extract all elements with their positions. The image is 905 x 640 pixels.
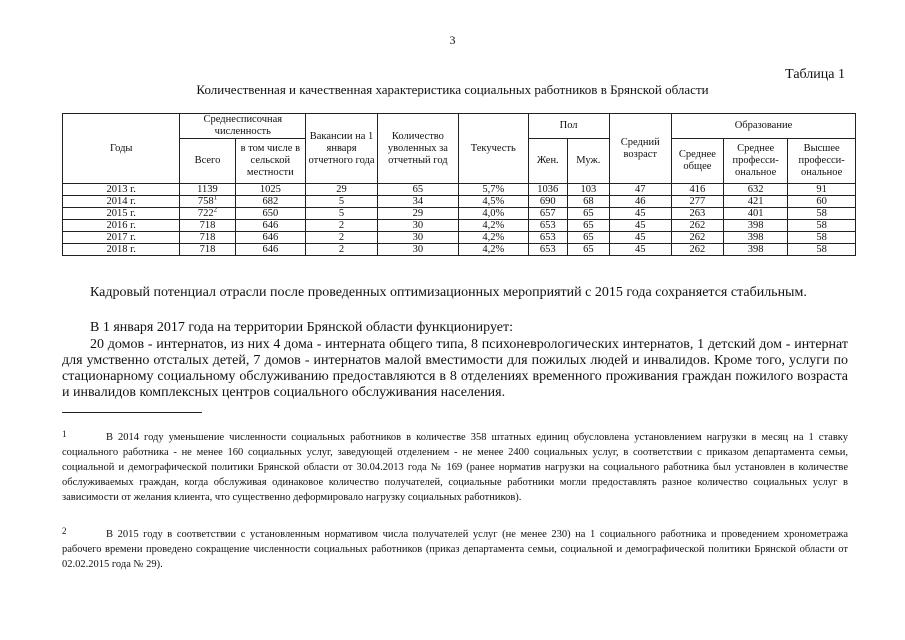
footnote-2-mark: 2 bbox=[62, 526, 67, 536]
cell-female: 653 bbox=[528, 244, 567, 256]
footnote-ref-2: 2 bbox=[213, 207, 218, 214]
cell-turnover: 4,2% bbox=[458, 232, 528, 244]
footnote-divider bbox=[62, 412, 202, 413]
header-turnover: Текучесть bbox=[458, 114, 528, 184]
cell-total: 718 bbox=[180, 244, 235, 256]
document-title: Количественная и качественная характеристика социальных работников в Брянской области bbox=[196, 82, 709, 97]
cell-dismissed: 34 bbox=[377, 196, 458, 208]
header-vacancies: Вакансии на 1 января отчетного года bbox=[306, 114, 378, 184]
table-row bbox=[63, 232, 856, 244]
cell-edu-general: 262 bbox=[671, 232, 723, 244]
cell-rural: 646 bbox=[235, 244, 306, 256]
header-total: Всего bbox=[180, 139, 235, 184]
header-edu-general: Среднее общее bbox=[671, 139, 723, 184]
cell-edu-general: 263 bbox=[671, 208, 723, 220]
cell-vacancies: 2 bbox=[306, 244, 378, 256]
cell-year: 2018 г. bbox=[63, 244, 180, 256]
cell-edu-higher: 58 bbox=[788, 232, 856, 244]
paragraph-institutions-intro: В 1 января 2017 года на территории Брянской области функционирует: bbox=[90, 320, 514, 335]
cell-dismissed: 65 bbox=[377, 184, 458, 196]
cell-rural: 646 bbox=[235, 232, 306, 244]
header-edu-vocational: Среднее професси-ональное bbox=[723, 139, 787, 184]
cell-edu-higher: 58 bbox=[788, 208, 856, 220]
table-row bbox=[63, 220, 856, 232]
paragraph-institutions-list: 20 домов - интернатов, из них 4 дома - интерната общего типа, 8 психоневрологических интернатов, 1 детский дом - интернат для умственно отсталых детей, 7 домов - интернатов малой вместимости для пожилых людей и инвалидов. Кроме того, услуги по стационарному социальному обслуживанию предоставляются в 8 отделениях временного проживания граждан пожилого возраста и инвалидов комплексных центров социального обслуживания населения. bbox=[62, 337, 848, 400]
cell-vacancies: 5 bbox=[306, 196, 378, 208]
cell-year: 2013 г. bbox=[63, 184, 180, 196]
cell-male: 65 bbox=[568, 220, 610, 232]
cell-female: 690 bbox=[528, 196, 567, 208]
cell-edu-vocational: 398 bbox=[723, 232, 787, 244]
cell-total: 718 bbox=[180, 232, 235, 244]
cell-vacancies: 2 bbox=[306, 220, 378, 232]
cell-male: 65 bbox=[568, 244, 610, 256]
cell-avg-age: 47 bbox=[609, 184, 671, 196]
table-row bbox=[63, 208, 856, 220]
cell-dismissed: 30 bbox=[377, 220, 458, 232]
social-workers-table bbox=[62, 113, 856, 256]
cell-avg-age: 46 bbox=[609, 196, 671, 208]
header-rural: в том числе в сельской местности bbox=[235, 139, 306, 184]
footnote-2-text: В 2015 году в соответствии с установленным нормативом числа получателей услуг (не менее 230) на 1 социального работника и проведением хронометража рабочего времени проведено сокращение численности социальных работников (приказ департамента семьи, социальной и демографической политики Брянской области от 02.02.2015 года № 29). bbox=[62, 529, 848, 570]
header-gender: Пол bbox=[528, 114, 609, 139]
cell-turnover: 4,2% bbox=[458, 244, 528, 256]
cell-vacancies: 29 bbox=[306, 184, 378, 196]
cell-edu-higher: 91 bbox=[788, 184, 856, 196]
cell-rural: 646 bbox=[235, 220, 306, 232]
cell-turnover: 5,7% bbox=[458, 184, 528, 196]
table-label: Таблица 1 bbox=[785, 67, 845, 82]
cell-female: 653 bbox=[528, 220, 567, 232]
cell-edu-vocational: 398 bbox=[723, 244, 787, 256]
cell-edu-general: 262 bbox=[671, 220, 723, 232]
footnote-2 bbox=[62, 527, 848, 572]
cell-turnover: 4,0% bbox=[458, 208, 528, 220]
cell-dismissed: 29 bbox=[377, 208, 458, 220]
header-avg-count: Среднесписочная численность bbox=[180, 114, 306, 139]
cell-female: 1036 bbox=[528, 184, 567, 196]
cell-year: 2015 г. bbox=[63, 208, 180, 220]
cell-total: $722^2$ bbox=[180, 208, 235, 220]
cell-edu-higher: 60 bbox=[788, 196, 856, 208]
header-education: Образование bbox=[671, 114, 855, 139]
cell-female: 657 bbox=[528, 208, 567, 220]
table-row bbox=[63, 184, 856, 196]
cell-rural: 1025 bbox=[235, 184, 306, 196]
footnote-1-text: В 2014 году уменьшение численности социальных работников в количестве 358 штатных единиц обусловлена установлением нагрузки в месяц на 1 ставку социального работника - не менее 160 социальных услуг, заведующей отделением - не менее 2400 социальных услуг, в соответствии с приказом департамента семьи, социальной и демографической политики Брянской области от 30.04.2013 года № 169 (ранее норматив нагрузки на социального работника был установлен в количестве обслуживаемых граждан, когда обслуживая одинаковое количество получателей, социальные работники могли предоставлять разное количество социальных услуг в зависимости от желания клиента, что существенно деформировало нагрузку социальных работников). bbox=[62, 432, 848, 503]
table-row bbox=[63, 196, 856, 208]
cell-total: 718 bbox=[180, 220, 235, 232]
cell-dismissed: 30 bbox=[377, 244, 458, 256]
table-row bbox=[63, 244, 856, 256]
cell-edu-general: 262 bbox=[671, 244, 723, 256]
cell-edu-vocational: 401 bbox=[723, 208, 787, 220]
cell-edu-higher: 58 bbox=[788, 244, 856, 256]
cell-male: 68 bbox=[568, 196, 610, 208]
cell-rural: 682 bbox=[235, 196, 306, 208]
cell-turnover: 4,2% bbox=[458, 220, 528, 232]
cell-edu-general: 416 bbox=[671, 184, 723, 196]
cell-dismissed: 30 bbox=[377, 232, 458, 244]
cell-vacancies: 5 bbox=[306, 208, 378, 220]
footnote-ref-1: 1 bbox=[213, 195, 218, 202]
cell-turnover: 4,5% bbox=[458, 196, 528, 208]
cell-year: 2014 г. bbox=[63, 196, 180, 208]
cell-male: 65 bbox=[568, 232, 610, 244]
header-dismissed: Количество уволенных за отчетный год bbox=[377, 114, 458, 184]
cell-avg-age: 45 bbox=[609, 220, 671, 232]
header-female: Жен. bbox=[528, 139, 567, 184]
cell-edu-higher: 58 bbox=[788, 220, 856, 232]
cell-edu-vocational: 398 bbox=[723, 220, 787, 232]
paragraph-staffing: Кадровый потенциал отрасли после проведенных оптимизационных мероприятий с 2015 года сохраняется стабильным. bbox=[90, 285, 807, 300]
cell-male: 103 bbox=[568, 184, 610, 196]
cell-rural: 650 bbox=[235, 208, 306, 220]
cell-avg-age: 45 bbox=[609, 244, 671, 256]
footnote-1 bbox=[62, 430, 848, 505]
header-avg-age: Средний возраст bbox=[609, 114, 671, 184]
footnote-1-mark: 1 bbox=[62, 429, 67, 439]
cell-total: 1139 bbox=[180, 184, 235, 196]
header-edu-higher: Высшее професси-ональное bbox=[788, 139, 856, 184]
header-years: Годы bbox=[63, 114, 180, 184]
cell-total: $758^1$ bbox=[180, 196, 235, 208]
cell-year: 2016 г. bbox=[63, 220, 180, 232]
cell-edu-vocational: 421 bbox=[723, 196, 787, 208]
cell-male: 65 bbox=[568, 208, 610, 220]
header-male: Муж. bbox=[568, 139, 610, 184]
cell-edu-general: 277 bbox=[671, 196, 723, 208]
cell-year: 2017 г. bbox=[63, 232, 180, 244]
cell-avg-age: 45 bbox=[609, 232, 671, 244]
cell-vacancies: 2 bbox=[306, 232, 378, 244]
cell-female: 653 bbox=[528, 232, 567, 244]
cell-avg-age: 45 bbox=[609, 208, 671, 220]
page-number: 3 bbox=[449, 33, 456, 47]
cell-edu-vocational: 632 bbox=[723, 184, 787, 196]
